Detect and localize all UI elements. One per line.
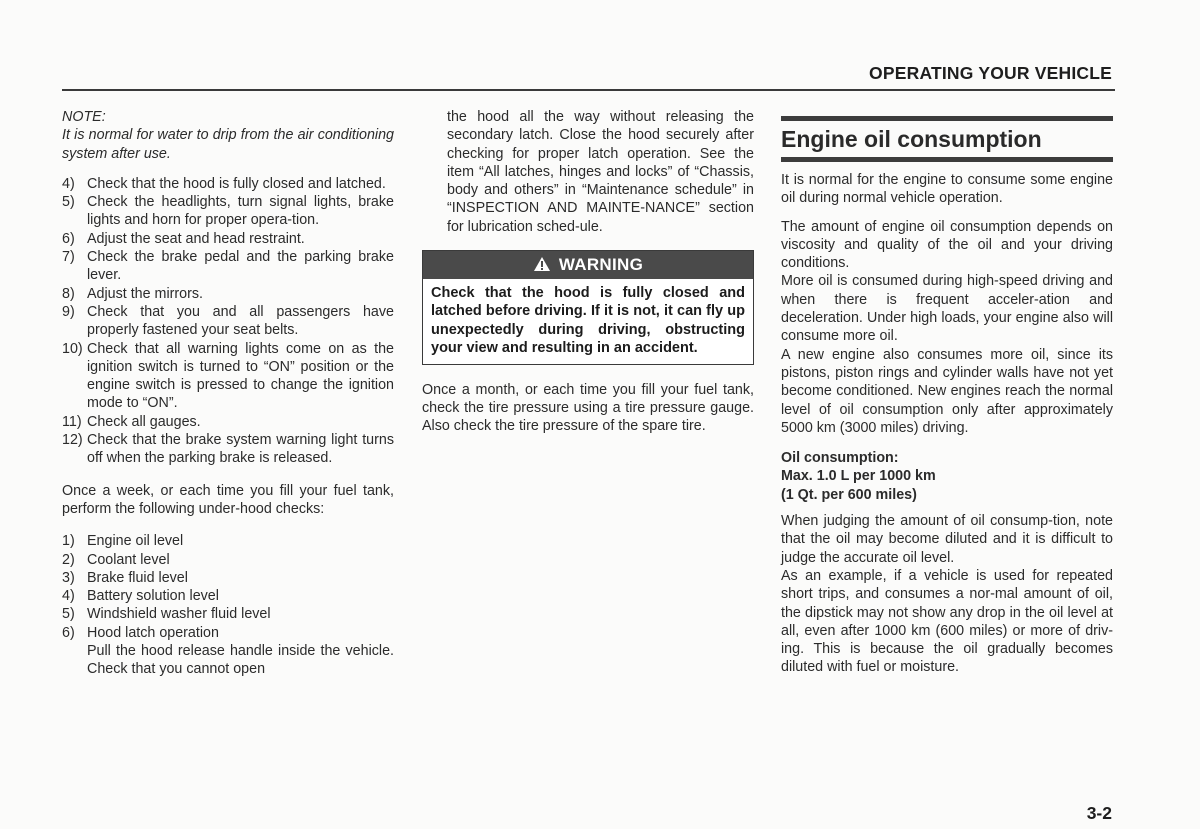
list-number: 8) (62, 285, 75, 302)
list-text: Check that the hood is fully closed and latched. (87, 175, 386, 192)
tire-pressure-text: Once a month, or each time you fill your fuel tank, check the tire pressure using a tire pressure gauge. Also check the tire pressure of the spare tire. (422, 381, 754, 435)
list-item (62, 285, 394, 303)
middle-column (422, 108, 754, 436)
list-item (62, 175, 394, 193)
list-item (62, 532, 394, 550)
list-number: 2) (62, 551, 75, 568)
list-text: Check the brake pedal and the parking brake lever. (87, 249, 394, 284)
list-text: Pull the hood release handle inside the vehicle. Check that you cannot open (87, 643, 394, 678)
list-text: Check the headlights, turn signal lights, brake lights and horn for proper opera-tion. (87, 194, 394, 229)
warning-header (423, 251, 753, 279)
pre-drive-check-list (62, 175, 394, 468)
header-rule (62, 89, 1115, 91)
warning-title: WARNING (558, 255, 644, 275)
list-text: Engine oil level (87, 533, 184, 550)
list-item (62, 303, 394, 340)
note-text: It is normal for water to drip from the air conditioning system after use. (62, 127, 394, 162)
warning-triangle-icon (533, 253, 551, 281)
left-column (62, 108, 394, 679)
list-item (62, 587, 394, 605)
list-item (62, 230, 394, 248)
hood-latch-text: the hood all the way without releasing the secondary latch. Close the hood securely after checking for proper latch operation. See the item “All latches, hinges and locks” of “Chassis, body and others” in “Maintenance schedule” in “INSPECTION AND MAINTE-NANCE” section for lubrication sched-ule. (447, 109, 754, 235)
under-hood-check-list (62, 532, 394, 678)
warning-body: Check that the hood is fully closed and latched before driving. If it is not, it can fly up unexpectedly during driving, obstructing your view and resulting in an accident. (431, 285, 745, 357)
engine-oil-heading: Engine oil consumption (781, 126, 1042, 152)
list-item (62, 569, 394, 587)
paragraph: The amount of engine oil consumption depends on viscosity and quality of the oil and your driving conditions. (781, 218, 1113, 272)
oil-consumption-spec-metric: Max. 1.0 L per 1000 km (781, 468, 936, 485)
list-item (62, 624, 394, 642)
warning-box (422, 250, 754, 365)
paragraph: As an example, if a vehicle is used for repeated short trips, and consumes a nor-mal amount of oil, the dipstick may not show any drop in the oil level at all, even after 1000 km (600 miles) or more of driv-ing. This is because the oil gradually becomes diluted with fuel or moisture. (781, 567, 1113, 676)
list-number: 10) (62, 340, 83, 357)
paragraph: When judging the amount of oil consump-tion, note that the oil may become diluted and it is difficult to judge the accurate oil level. (781, 513, 1113, 566)
list-item (62, 551, 394, 569)
page-number: 3-2 (1086, 803, 1112, 823)
note-label: NOTE: (62, 109, 106, 125)
list-text: Windshield washer fluid level (87, 606, 271, 623)
list-number: 6) (62, 624, 75, 641)
list-item (62, 340, 394, 413)
list-text: Brake fluid level (87, 569, 188, 586)
list-text: Adjust the mirrors. (87, 285, 203, 302)
list-number: 7) (62, 249, 75, 266)
list-text: Hood latch operation (87, 624, 219, 641)
list-number: 4) (62, 175, 75, 192)
list-text: Check that you and all passengers have properly fastened your seat belts. (87, 303, 394, 339)
list-number: 1) (62, 533, 75, 550)
oil-consumption-spec-imperial: (1 Qt. per 600 miles) (781, 486, 917, 503)
paragraph: More oil is consumed during high-speed driving and when there is frequent acceler-ation and deceleration. Under high loads, your engine also will consume more oil. (781, 273, 1113, 345)
list-text: Check that all warning lights come on as the ignition switch is turned to “ON” position or the engine switch is pressed to change the ignition mode to “ON”. (87, 340, 394, 412)
list-text: Coolant level (87, 551, 170, 568)
list-item-continuation (62, 642, 394, 679)
right-column (781, 116, 1113, 677)
paragraph: It is normal for the engine to consume some engine oil during normal vehicle operation. (781, 172, 1113, 207)
list-text: Battery solution level (87, 588, 219, 605)
list-text: Check all gauges. (87, 413, 201, 430)
list-item (62, 248, 394, 285)
list-item (62, 605, 394, 623)
list-number: 12) (62, 432, 83, 449)
list-text: Adjust the seat and head restraint. (87, 230, 305, 247)
oil-consumption-spec-label: Oil consumption: (781, 450, 899, 467)
list-number: 5) (62, 194, 75, 211)
list-number: 11) (62, 413, 82, 430)
list-item (62, 413, 394, 431)
list-number: 4) (62, 588, 75, 605)
list-number: 3) (62, 569, 75, 586)
list-number: 5) (62, 606, 75, 623)
section-title: OPERATING YOUR VEHICLE (869, 63, 1112, 83)
list-item (62, 431, 394, 468)
weekly-intro: Once a week, or each time you fill your fuel tank, perform the following under-hood checks: (62, 482, 394, 517)
list-text: Check that the brake system warning light turns off when the parking brake is released. (87, 432, 394, 467)
list-number: 9) (62, 303, 75, 320)
paragraph: A new engine also consumes more oil, since its pistons, piston rings and cylinder walls have not yet become conditioned. New engines reach the normal level of oil consumption only after approximately 5000 km (3000 miles) driving. (781, 346, 1113, 436)
list-item (62, 193, 394, 230)
list-number: 6) (62, 230, 75, 247)
